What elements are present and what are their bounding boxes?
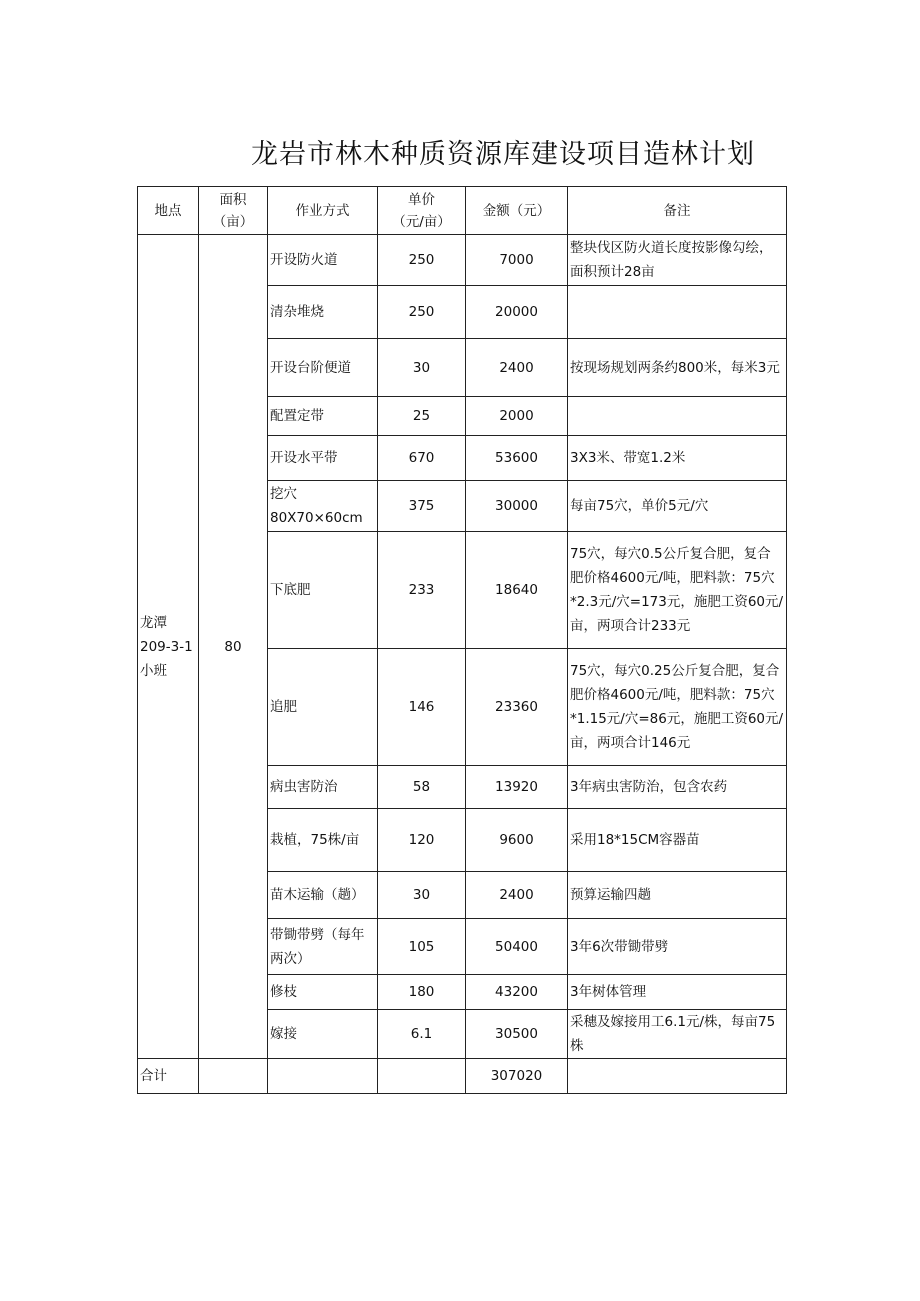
amount-cell: 50400: [466, 919, 568, 975]
header-row: [138, 187, 787, 235]
price-cell: 146: [378, 649, 466, 766]
header-note: 备注: [568, 187, 787, 235]
note-cell: 75穴，每穴0.5公斤复合肥，复合肥价格4600元/吨，肥料款：75穴*2.3元/穴=173元，施肥工资60元/亩，两项合计233元: [568, 532, 787, 649]
total-row: [138, 1059, 787, 1094]
empty-cell: [268, 1059, 378, 1094]
amount-cell: 53600: [466, 436, 568, 481]
price-cell: 250: [378, 286, 466, 339]
price-cell: 233: [378, 532, 466, 649]
price-cell: 180: [378, 975, 466, 1010]
method-cell: 开设水平带: [268, 436, 378, 481]
note-cell: 每亩75穴，单价5元/穴: [568, 481, 787, 532]
price-cell: 25: [378, 397, 466, 436]
price-cell: 6.1: [378, 1010, 466, 1059]
note-cell: 3年6次带锄带劈: [568, 919, 787, 975]
price-cell: 30: [378, 872, 466, 919]
price-cell: 670: [378, 436, 466, 481]
amount-cell: 20000: [466, 286, 568, 339]
total-label: 合计: [138, 1059, 199, 1094]
price-cell: 105: [378, 919, 466, 975]
price-cell: 250: [378, 235, 466, 286]
empty-cell: [199, 1059, 268, 1094]
note-cell: 预算运输四趟: [568, 872, 787, 919]
location-cell: 龙潭 209-3-1 小班: [138, 235, 199, 1059]
price-cell: 120: [378, 809, 466, 872]
page-title: 龙岩市林木种质资源库建设项目造林计划: [251, 139, 755, 170]
amount-cell: 43200: [466, 975, 568, 1010]
method-cell: 嫁接: [268, 1010, 378, 1059]
amount-cell: 13920: [466, 766, 568, 809]
table-row: [138, 235, 787, 286]
amount-cell: 2400: [466, 872, 568, 919]
note-cell: 按现场规划两条约800米，每米3元: [568, 339, 787, 397]
method-cell: 栽植，75株/亩: [268, 809, 378, 872]
price-cell: 58: [378, 766, 466, 809]
empty-cell: [378, 1059, 466, 1094]
note-cell: 采穗及嫁接用工6.1元/株，每亩75株: [568, 1010, 787, 1059]
method-cell: 病虫害防治: [268, 766, 378, 809]
note-cell: 75穴，每穴0.25公斤复合肥，复合肥价格4600元/吨，肥料款：75穴*1.15元/穴=86元，施肥工资60元/亩，两项合计146元: [568, 649, 787, 766]
method-cell: 清杂堆烧: [268, 286, 378, 339]
method-cell: 苗木运输（趟）: [268, 872, 378, 919]
header-amount: 金额（元）: [466, 187, 568, 235]
header-location: 地点: [138, 187, 199, 235]
note-cell: 3年树体管理: [568, 975, 787, 1010]
price-cell: 30: [378, 339, 466, 397]
method-cell: 修枝: [268, 975, 378, 1010]
amount-cell: 7000: [466, 235, 568, 286]
amount-cell: 9600: [466, 809, 568, 872]
price-cell: 375: [378, 481, 466, 532]
header-unit-price: 单价 （元/亩）: [378, 187, 466, 235]
amount-cell: 30500: [466, 1010, 568, 1059]
area-cell: 80: [199, 235, 268, 1059]
note-cell: 整块伐区防火道长度按影像勾绘，面积预计28亩: [568, 235, 787, 286]
amount-cell: 30000: [466, 481, 568, 532]
note-cell: 3X3米、带宽1.2米: [568, 436, 787, 481]
afforestation-plan-table: [137, 186, 787, 1094]
method-cell: 开设台阶便道: [268, 339, 378, 397]
note-cell: 采用18*15CM容器苗: [568, 809, 787, 872]
note-cell: [568, 397, 787, 436]
method-cell: 带锄带劈（每年两次）: [268, 919, 378, 975]
header-area: 面积 （亩）: [199, 187, 268, 235]
method-cell: 挖穴80X70×60cm: [268, 481, 378, 532]
amount-cell: 23360: [466, 649, 568, 766]
total-amount: 307020: [466, 1059, 568, 1094]
note-cell: [568, 286, 787, 339]
amount-cell: 18640: [466, 532, 568, 649]
method-cell: 开设防火道: [268, 235, 378, 286]
amount-cell: 2400: [466, 339, 568, 397]
method-cell: 追肥: [268, 649, 378, 766]
amount-cell: 2000: [466, 397, 568, 436]
header-method: 作业方式: [268, 187, 378, 235]
method-cell: 下底肥: [268, 532, 378, 649]
method-cell: 配置定带: [268, 397, 378, 436]
empty-cell: [568, 1059, 787, 1094]
note-cell: 3年病虫害防治，包含农药: [568, 766, 787, 809]
